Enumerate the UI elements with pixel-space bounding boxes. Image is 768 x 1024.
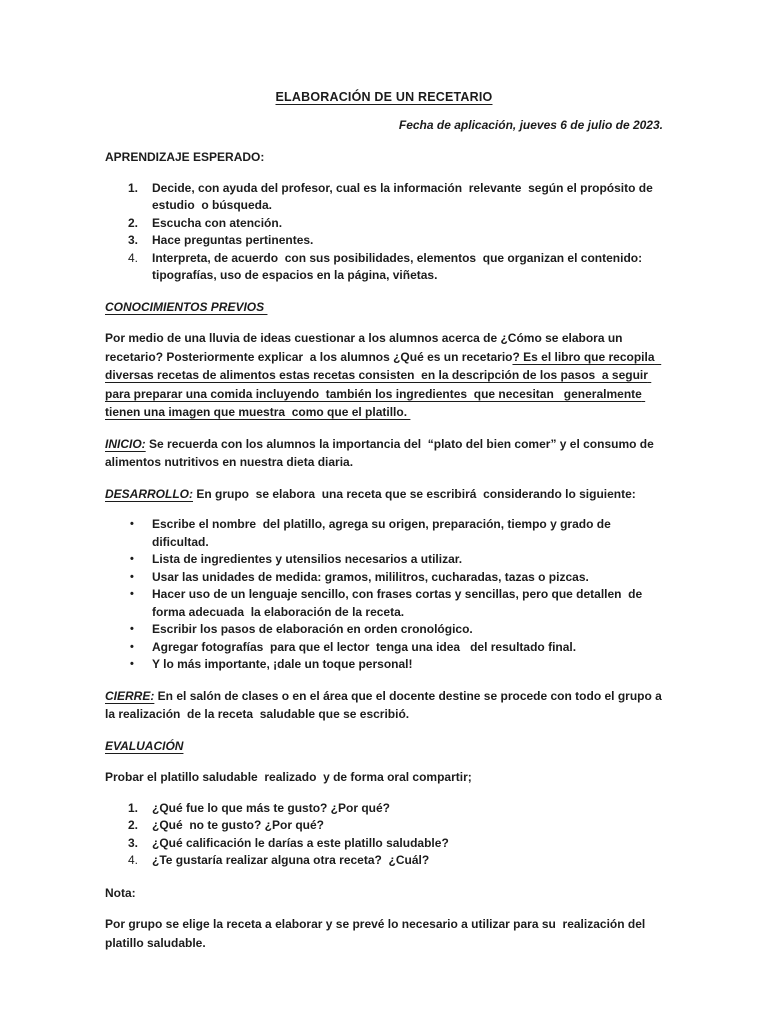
question-text: ¿Qué calificación le darías a este platillo saludable? bbox=[152, 835, 449, 850]
bullet-icon: • bbox=[130, 570, 134, 583]
cierre-label: CIERRE: bbox=[105, 688, 155, 703]
bullet-item bbox=[105, 656, 663, 674]
question-item bbox=[105, 835, 663, 853]
desarrollo-bullet-list bbox=[105, 516, 663, 674]
desarrollo-label: DESARROLLO: bbox=[105, 486, 193, 501]
bullet-text: Escribir los pasos de elaboración en orden cronológico. bbox=[152, 622, 473, 636]
bullet-icon: • bbox=[130, 623, 134, 635]
list-number: 2. bbox=[128, 215, 139, 230]
evaluacion-intro: Probar el platillo saludable realizado y de forma oral compartir; bbox=[105, 770, 472, 784]
cierre-text: En el salón de clases o en el área que el docente destine se procede con todo el grupo a la realización de la receta saludable que se escribió. bbox=[105, 688, 666, 721]
list-item bbox=[105, 250, 663, 285]
list-number: 4. bbox=[128, 853, 139, 867]
conocimientos-paragraph bbox=[105, 329, 663, 422]
desarrollo-paragraph bbox=[105, 485, 663, 504]
question-item bbox=[105, 852, 663, 870]
section-heading-conocimientos bbox=[105, 298, 663, 317]
nota-paragraph: Por grupo se elige la receta a elaborar y se prevé lo necesario a utilizar para su realización del platillo saludable. bbox=[105, 917, 649, 950]
cierre-paragraph bbox=[105, 687, 666, 724]
list-number: 1. bbox=[128, 180, 139, 195]
bullet-text: Usar las unidades de medida: gramos, mililitros, cucharadas, tazas o pizcas. bbox=[152, 569, 589, 584]
list-text: Escucha con atención. bbox=[152, 215, 283, 230]
bullet-text: Escribe el nombre del platillo, agrega su origen, preparación, tiempo y grado de dificultad. bbox=[152, 517, 615, 549]
evaluacion-question-list bbox=[105, 800, 663, 870]
question-text: ¿Qué no te gusto? ¿Por qué? bbox=[152, 818, 324, 832]
bullet-text: Hacer uso de un lenguaje sencillo, con frases cortas y sencillas, pero que detallen de forma adecuada la elaboración de la receta. bbox=[152, 587, 646, 619]
bullet-icon: • bbox=[130, 640, 134, 653]
section-heading-evaluacion bbox=[105, 737, 663, 756]
list-text: Hace preguntas pertinentes. bbox=[152, 233, 314, 247]
aprendizaje-list bbox=[105, 180, 663, 285]
list-number: 3. bbox=[128, 835, 139, 850]
section-heading-text: EVALUACIÓN bbox=[105, 738, 184, 753]
bullet-item bbox=[105, 516, 663, 551]
bullet-item bbox=[105, 621, 663, 639]
bullet-item bbox=[105, 569, 663, 587]
list-item bbox=[105, 215, 663, 233]
inicio-label: INICIO: bbox=[105, 436, 146, 451]
document-title-text: ELABORACIÓN DE UN RECETARIO bbox=[275, 90, 493, 104]
paragraph-text-underlined: ? Es el libro que recopila diversas recetas de alimentos estas recetas consisten en la descripción de los pasos a seguir para preparar una comida incluyendo también los ingredientes que necesitan generalmente tienen una imagen que muestra como que el platillo. bbox=[105, 349, 662, 419]
list-number: 4. bbox=[128, 250, 139, 265]
bullet-item bbox=[105, 586, 663, 621]
bullet-item bbox=[105, 551, 663, 569]
question-item bbox=[105, 817, 663, 835]
list-text: Interpreta, de acuerdo con sus posibilidades, elementos que organizan el contenido: tipografías, uso de espacios en la página, viñetas. bbox=[152, 250, 646, 282]
list-item bbox=[105, 232, 663, 250]
section-heading-text: CONOCIMIENTOS PREVIOS bbox=[105, 299, 268, 314]
bullet-item bbox=[105, 639, 663, 657]
paragraph-text: Por medio de una lluvia de ideas cuestionar a los alumnos acerca de ¿Cómo se elabora un recetario? Posteriormente explicar a los alumnos ¿Qué es un recetario bbox=[105, 331, 626, 364]
list-text: Decide, con ayuda del profesor, cual es la información relevante según el propósito de estudio o búsqueda. bbox=[152, 180, 657, 212]
question-text: ¿Te gustaría realizar alguna otra receta? ¿Cuál? bbox=[152, 853, 430, 867]
bullet-icon: • bbox=[130, 518, 134, 530]
bullet-text: Agregar fotografías para que el lector tenga una idea del resultado final. bbox=[152, 639, 577, 654]
bullet-icon: • bbox=[130, 553, 134, 565]
bullet-icon: • bbox=[130, 658, 134, 670]
list-number: 2. bbox=[128, 818, 139, 832]
desarrollo-text: En grupo se elabora una receta que se escribirá considerando lo siguiente: bbox=[193, 486, 636, 501]
document-title bbox=[105, 88, 663, 107]
list-number: 3. bbox=[128, 233, 139, 247]
nota-label: Nota: bbox=[105, 885, 136, 900]
section-heading-aprendizaje: APRENDIZAJE ESPERADO: bbox=[105, 150, 265, 164]
inicio-text: Se recuerda con los alumnos la importancia del “plato del bien comer” y el consumo de alimentos nutritivos en nuestra dieta diaria. bbox=[105, 436, 658, 469]
application-date: Fecha de aplicación, jueves 6 de julio de 2023. bbox=[398, 117, 663, 132]
bullet-text: Y lo más importante, ¡dale un toque personal! bbox=[152, 657, 413, 671]
bullet-text: Lista de ingredientes y utensilios necesarios a utilizar. bbox=[152, 552, 463, 566]
list-number: 1. bbox=[128, 800, 139, 815]
list-item bbox=[105, 180, 663, 215]
question-text: ¿Qué fue lo que más te gusto? ¿Por qué? bbox=[152, 800, 391, 815]
inicio-paragraph bbox=[105, 435, 663, 472]
bullet-icon: • bbox=[130, 588, 134, 600]
question-item bbox=[105, 800, 663, 818]
